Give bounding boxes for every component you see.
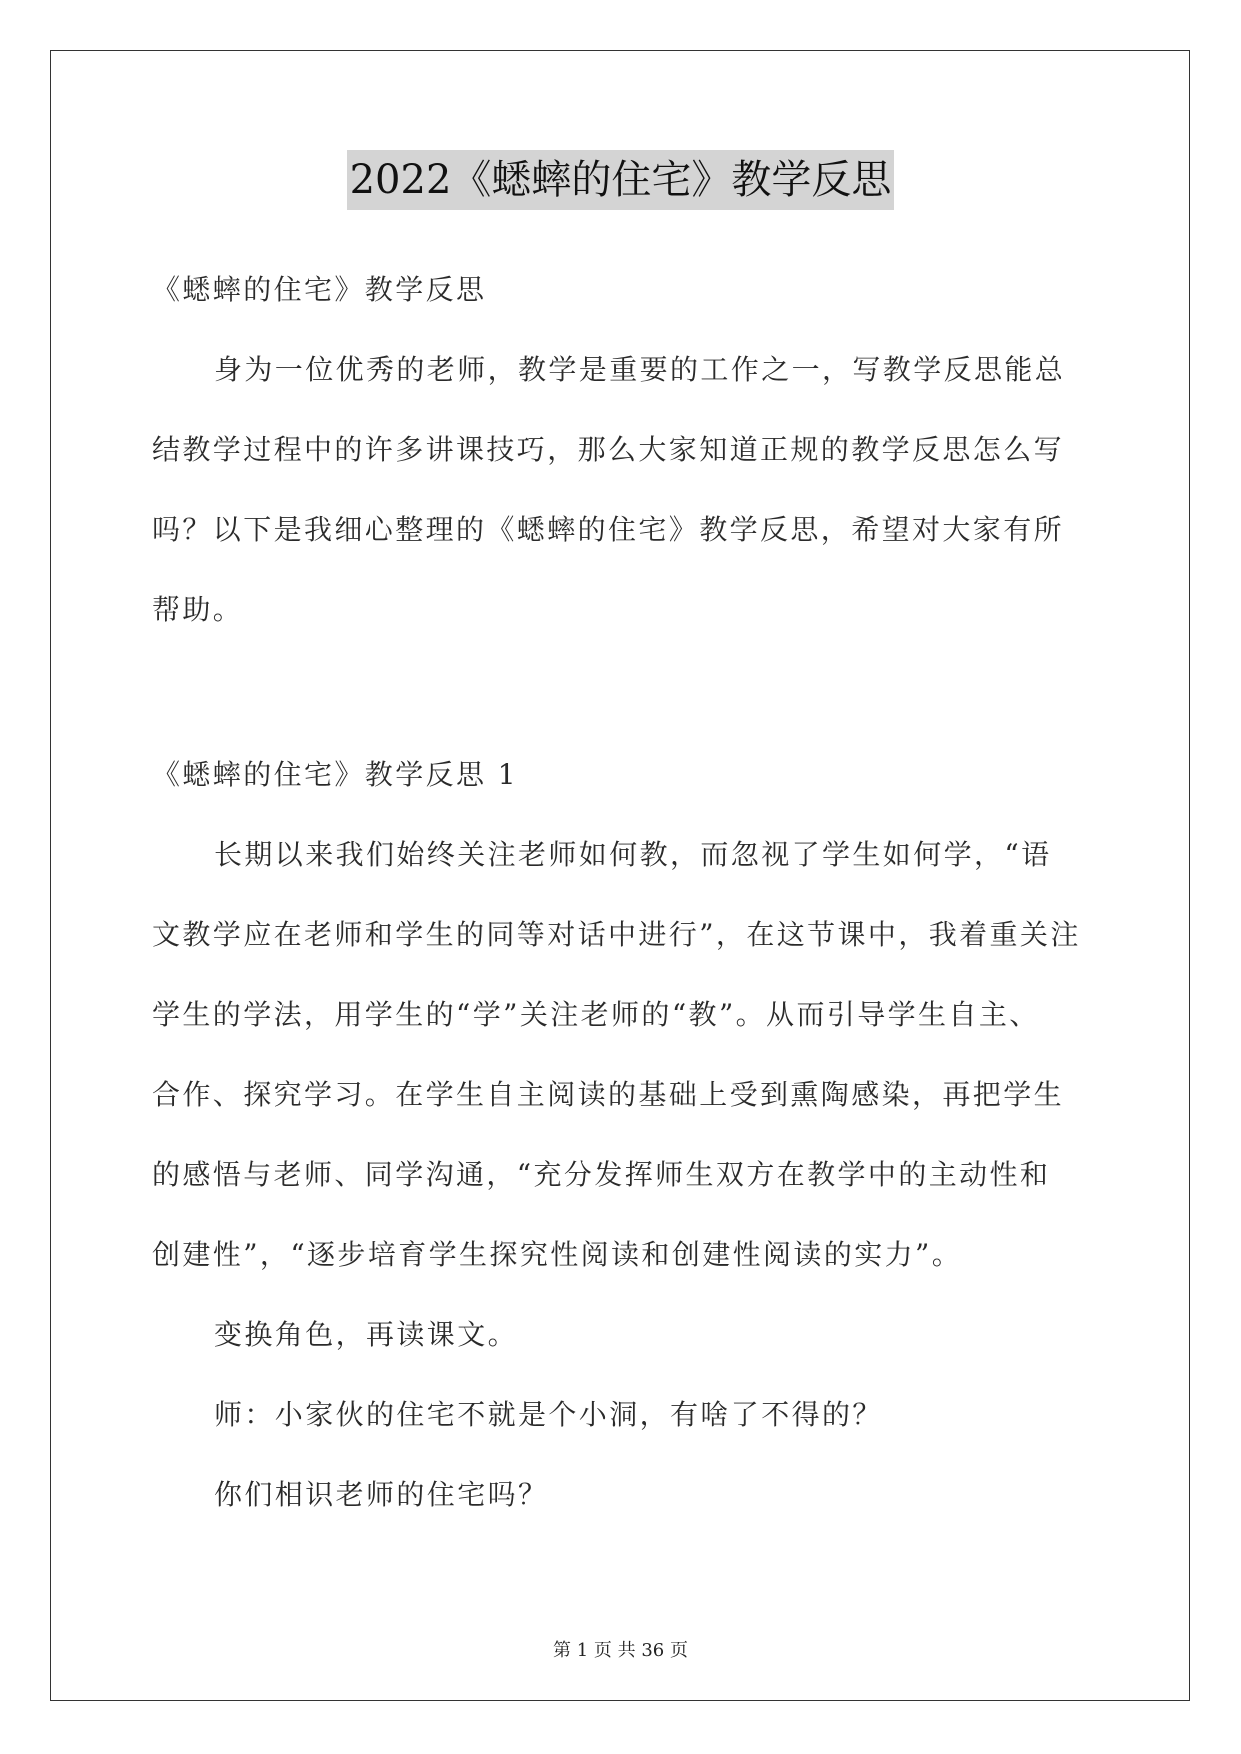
intro-line-2: 结教学过程中的许多讲课技巧，那么大家知道正规的教学反思怎么写 [152, 433, 1065, 466]
section-paragraph-line-3: 学生的学法，用学生的“学”关注老师的“教”。从而引导学生自主、 [152, 998, 1040, 1031]
document-title-container [0, 150, 1241, 210]
intro-line-3: 吗？以下是我细心整理的《蟋蟀的住宅》教学反思，希望对大家有所 [152, 513, 1065, 546]
subtitle: 《蟋蟀的住宅》教学反思 [152, 273, 487, 306]
intro-line-1: 身为一位优秀的老师，教学是重要的工作之一，写教学反思能总 [214, 353, 1066, 386]
document-title: 2022《蟋蟀的住宅》教学反思 [347, 150, 895, 210]
page-number: 第 1 页 共 36 页 [553, 1640, 688, 1661]
section-paragraph-line-5: 的感悟与老师、同学沟通，“充分发挥师生双方在教学中的主动性和 [152, 1158, 1051, 1191]
section-paragraph-line-2: 文教学应在老师和学生的同等对话中进行”，在这节课中，我着重关注 [152, 918, 1081, 951]
section-paragraph-4: 你们相识老师的住宅吗？ [214, 1478, 549, 1511]
section-paragraph-line-6: 创建性”，“逐步培育学生探究性阅读和创建性阅读的实力”。 [152, 1238, 963, 1271]
section-paragraph-line-4: 合作、探究学习。在学生自主阅读的基础上受到熏陶感染，再把学生 [152, 1078, 1065, 1111]
section-paragraph-3: 师：小家伙的住宅不就是个小洞，有啥了不得的？ [214, 1398, 883, 1431]
section-heading: 《蟋蟀的住宅》教学反思 1 [152, 758, 518, 791]
section-paragraph-2: 变换角色，再读课文。 [214, 1318, 519, 1351]
intro-line-4: 帮助。 [152, 593, 244, 626]
section-paragraph-line-1: 长期以来我们始终关注老师如何教，而忽视了学生如何学，“语 [214, 838, 1052, 871]
